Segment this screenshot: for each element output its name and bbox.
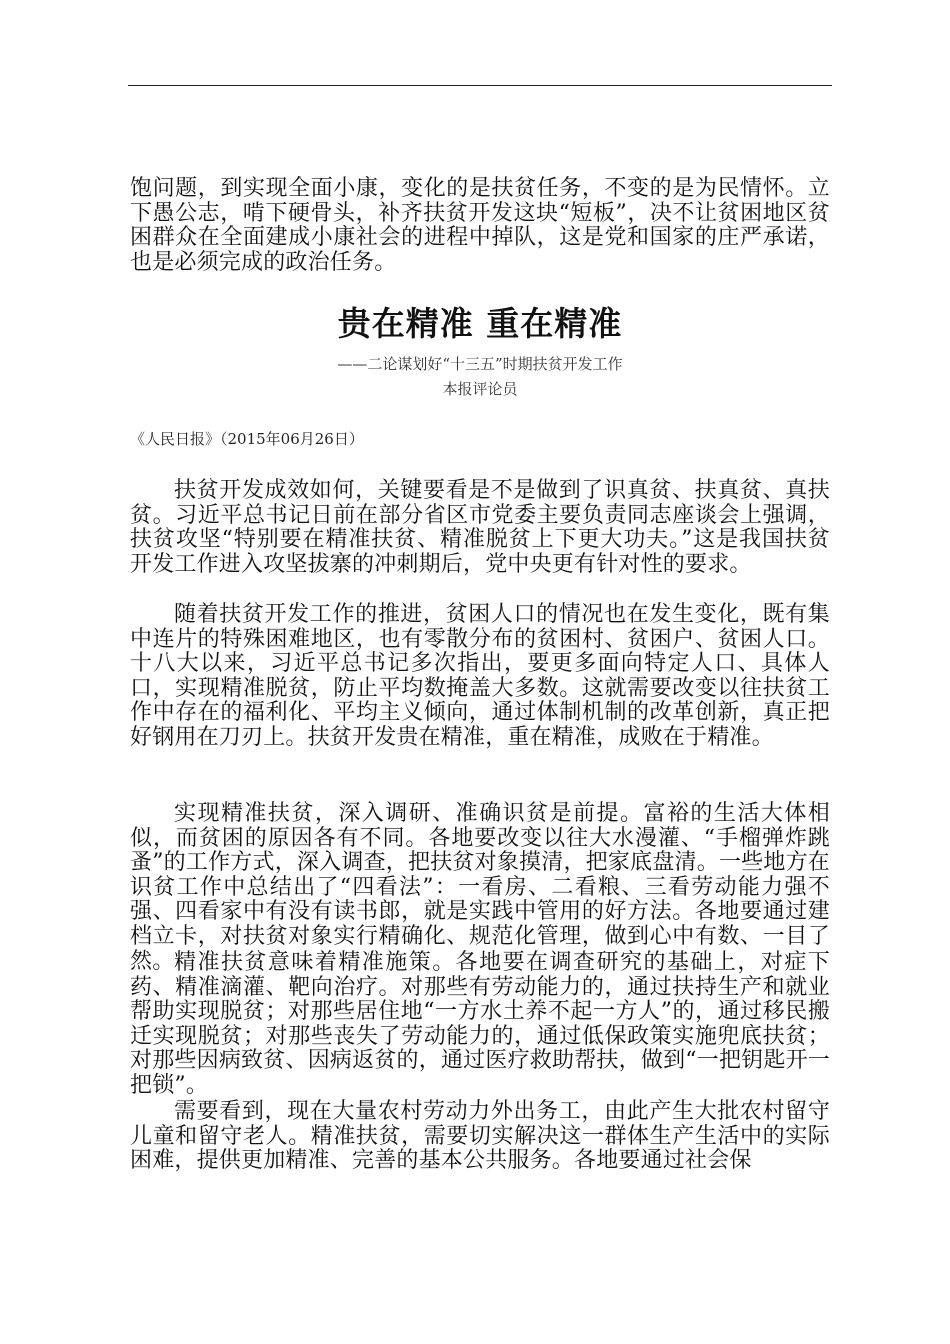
article-subtitle: ——二论谋划好“十三五”时期扶贫开发工作 bbox=[337, 355, 623, 373]
body-paragraph-1: 扶贫开发成效如何，关键要看是不是做到了识真贫、扶真贫、真扶贫。习近平总书记日前在部分省区市党委主要负责同志座谈会上强调，扶贫攻坚“特别要在精准扶贫、精准脱贫上下更大功夫。”这是我国扶贫开发工作进入攻坚拔寨的冲刺期后，党中央更有针对性的要求。 bbox=[130, 478, 830, 577]
intro-paragraph: 饱问题，到实现全面小康，变化的是扶贫任务，不变的是为民情怀。立下愚公志，啃下硬骨头，补齐扶贫开发这块“短板”，决不让贫困地区贫困群众在全面建成小康社会的进程中掉队，这是党和国家的庄严承诺，也是必须完成的政治任务。 bbox=[130, 176, 830, 275]
article-source: 《人民日报》（2015年06月26日） bbox=[130, 430, 364, 448]
article-title: 贵在精准 重在精准 bbox=[337, 304, 623, 343]
body-paragraph-3: 实现精准扶贫，深入调研、准确识贫是前提。富裕的生活大体相似，而贫困的原因各有不同。各地要改变以往大水漫灌、“手榴弹炸跳蚤”的工作方式，深入调查，把扶贫对象摸清，把家底盘清。一些地方在识贫工作中总结出了“四看法”：一看房、二看粮、三看劳动能力强不强、四看家中有没有读书郎，就是实践中管用的好方法。各地要通过建档立卡，对扶贫对象实行精确化、规范化管理，做到心中有数、一目了然。 bbox=[130, 801, 830, 974]
header-rule bbox=[128, 85, 832, 86]
article-byline: 本报评论员 bbox=[442, 380, 518, 398]
body-paragraph-4: 精准扶贫意味着精准施策。各地要在调查研究的基础上，对症下药、精准滴灌、靶向治疗。对那些有劳动能力的，通过扶持生产和就业帮助实现脱贫；对那些居住地“一方水土养不起一方人”的，通过移民搬迁实现脱贫；对那些丧失了劳动能力的，通过低保政策实施兜底扶贫；对那些因病致贫、因病返贫的，通过医疗救助帮扶，做到“一把钥匙开一把锁”。 bbox=[130, 950, 830, 1098]
body-paragraph-2: 随着扶贫开发工作的推进，贫困人口的情况也在发生变化，既有集中连片的特殊困难地区，也有零散分布的贫困村、贫困户、贫困人口。十八大以来，习近平总书记多次指出，要更多面向特定人口、具体人口，实现精准脱贫，防止平均数掩盖大多数。这就需要改变以往扶贫工作中存在的福利化、平均主义倾向，通过体制机制的改革创新，真正把好钢用在刀刃上。扶贫开发贵在精准，重在精准，成败在于精准。 bbox=[130, 602, 830, 750]
body-paragraph-5: 需要看到，现在大量农村劳动力外出务工，由此产生大批农村留守儿童和留守老人。精准扶贫，需要切实解决这一群体生产生活中的实际困难，提供更加精准、完善的基本公共服务。各地要通过社会保 bbox=[130, 1099, 830, 1174]
